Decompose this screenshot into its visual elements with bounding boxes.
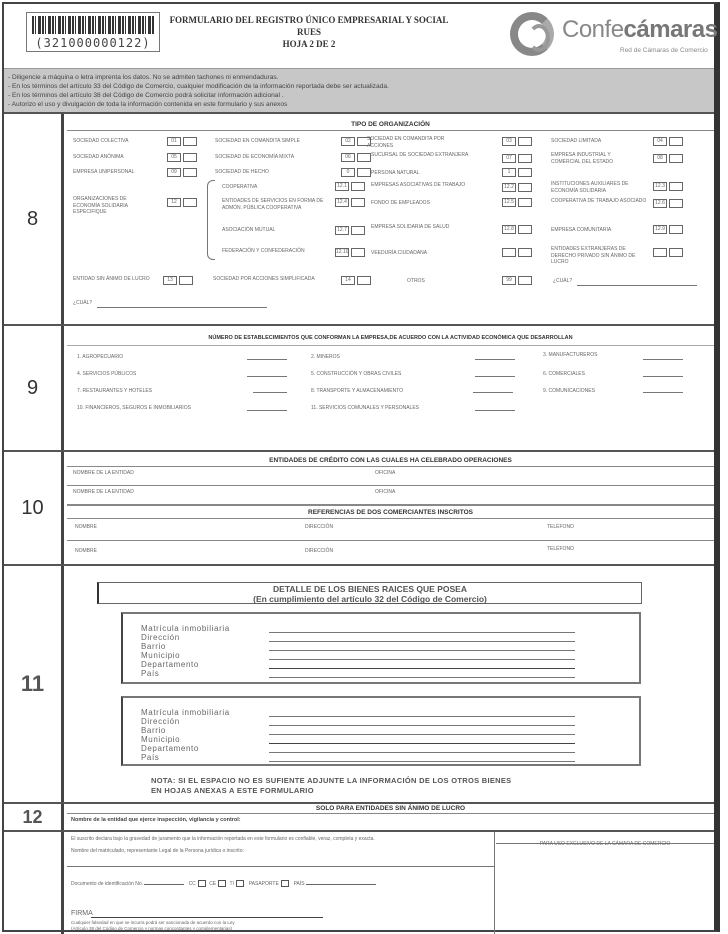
code-value: 12.3: [653, 182, 667, 191]
org-type-label: SOCIEDAD ANÓNIMA: [73, 154, 124, 160]
org-type-code[interactable]: [653, 199, 683, 208]
divider: [67, 485, 714, 486]
org-type-label: ASOCIACIÓN MUTUAL: [222, 227, 276, 233]
section-12: [4, 802, 714, 830]
property-input-line[interactable]: [269, 668, 575, 669]
activity-label: 9. COMUNICACIONES: [543, 388, 595, 394]
section-number: 12: [4, 804, 64, 830]
org-type-label: VEEDURÍA CIUDADANA: [371, 250, 428, 256]
logo-brand-light: Confe: [562, 16, 624, 43]
confecamaras-logo: [510, 12, 718, 60]
activity-label: 2. MINEROS: [311, 354, 340, 360]
activity-label: 5. CONSTRUCCIÓN Y OBRAS CIVILES: [311, 371, 402, 377]
section-title: NÚMERO DE ESTABLECIMIENTOS QUE CONFORMAN LA EMPRESA,DE ACUERDO CON LA ACTIVIDAD ECONÓMICA QUE DESARROLLAN: [67, 330, 714, 346]
check-box[interactable]: [357, 153, 371, 162]
country-line[interactable]: [306, 884, 376, 885]
check-box[interactable]: [357, 168, 371, 177]
empty-number-cell: [4, 832, 64, 934]
reference-phone-label: TELÉFONO: [547, 546, 574, 552]
logo-subtitle: Red de Cámaras de Comercio: [620, 47, 708, 54]
ce-label: CE: [209, 880, 217, 887]
signature-section: [4, 830, 714, 934]
supervisory-entity-label: Nombre de la entidad que ejerce inspección, vigilancia y control:: [71, 817, 241, 823]
check-box[interactable]: [669, 154, 683, 163]
org-type-label: PERSONA NATURAL: [371, 170, 420, 176]
registrant-name-label: Nombre del matriculado, representante Legal de la Persona jurídica o inscrito:: [71, 848, 244, 854]
org-type-code[interactable]: [502, 198, 532, 207]
code-value: 03: [502, 137, 516, 146]
ti-label: TI: [229, 880, 234, 887]
code-value: 06: [341, 153, 355, 162]
legal-warning: Cualquier falsedad en que se incurra podrá ser sancionada de acuerdo con la Ley: [71, 920, 235, 925]
property-input-line[interactable]: [269, 632, 575, 633]
check-box[interactable]: [351, 198, 365, 207]
activity-count-line[interactable]: [253, 392, 287, 393]
code-value: [653, 248, 667, 257]
check-box[interactable]: [183, 153, 197, 162]
org-type-label: EMPRESA INDUSTRIAL Y COMERCIAL DEL ESTADO: [551, 152, 614, 165]
property-field-label: Dirección: [141, 717, 180, 726]
title-line-3: HOJA 2 DE 2: [282, 39, 336, 49]
instruction-line: - En los términos del artículo 38 del Código de Comercio podrá solicitar información adicional .: [8, 92, 284, 99]
activity-label: 11. SERVICIOS COMUNALES Y PERSONALES: [311, 405, 420, 411]
code-value: 12.7: [335, 226, 349, 235]
org-type-code[interactable]: [502, 154, 532, 163]
activity-count-line[interactable]: [473, 392, 513, 393]
property-input-line[interactable]: [269, 650, 575, 651]
org-type-code[interactable]: [653, 154, 683, 163]
code-value: 1: [502, 168, 516, 177]
org-type-label: EMPRESA UNIPERSONAL: [73, 169, 135, 175]
ti-checkbox[interactable]: [236, 880, 244, 887]
org-type-code[interactable]: [502, 276, 532, 285]
code-value: 12.10: [336, 249, 349, 255]
property-input-line[interactable]: [269, 752, 575, 753]
chamber-use-label: PARA USO EXCLUSIVO DE LA CÁMARA DE COMERCIO: [539, 841, 671, 847]
activity-count-line[interactable]: [475, 359, 515, 360]
check-box[interactable]: [669, 248, 683, 257]
note-line: NOTA: SI EL ESPACIO NO ES SUFIENTE ADJUNTE LA INFORMACIÓN DE LOS OTROS BIENES: [151, 776, 512, 785]
section-number: 11: [4, 566, 64, 802]
org-type-code[interactable]: [167, 153, 197, 162]
office-label: OFICINA: [375, 489, 396, 495]
activity-label: 10. FINANCIEROS, SEGUROS E INMOBILIARIOS: [77, 405, 191, 411]
property-field-label: País: [141, 753, 160, 762]
org-type-label: EMPRESA SOLIDARIA DE SALUD: [371, 224, 450, 230]
org-type-label: EMPRESA COMUNITARIA: [551, 227, 612, 233]
activity-count-line[interactable]: [247, 376, 287, 377]
org-type-label: OTROS: [407, 278, 425, 284]
check-box[interactable]: [351, 226, 365, 235]
org-type-label: SOCIEDAD DE HECHO: [215, 169, 269, 175]
org-type-label: SOCIEDAD COLECTIVA: [73, 138, 129, 144]
real-estate-note: [151, 776, 671, 796]
passport-label: PASAPORTE: [248, 880, 279, 887]
org-type-code[interactable]: [502, 168, 532, 177]
property-field-label: Municipio: [141, 735, 181, 744]
code-value: 02: [341, 137, 355, 146]
cual-label: ¿CUÁL?: [73, 300, 93, 306]
legal-reference: (Artículo 38 del Código de Comercio y normas concordantes y complementarias): [71, 926, 233, 931]
signature-line[interactable]: [91, 917, 323, 918]
reference-address-label: DIRECCIÓN: [305, 524, 334, 530]
property-field-label: Barrio: [141, 726, 166, 735]
section-number: 10: [4, 452, 64, 564]
org-type-label: ENTIDADES EXTRANJERAS DE DERECHO PRIVADO SIN ÁNIMO DE LUCRO: [551, 246, 636, 265]
reference-name-label: NOMBRE: [75, 548, 97, 554]
check-box[interactable]: [179, 276, 193, 285]
org-type-label: ORGANIZACIONES DE ECONOMÍA SOLIDARIA ESPECIFIQUE: [73, 196, 128, 215]
references-title: REFERENCIAS DE DOS COMERCIANTES INSCRITOS: [67, 506, 714, 519]
activity-label: 6. COMERCIALES: [543, 371, 585, 377]
section-number: 9: [4, 326, 64, 450]
reference-phone-label: TELÉFONO: [547, 524, 574, 530]
ce-checkbox[interactable]: [218, 880, 226, 887]
org-type-label: SOCIEDAD EN COMANDITA POR ACCIONES: [367, 136, 445, 149]
check-box[interactable]: [351, 182, 365, 191]
code-value: 13: [163, 276, 177, 285]
activity-count-line[interactable]: [643, 359, 683, 360]
code-value: 07: [502, 154, 516, 163]
org-type-label: SUCURSAL DE SOCIEDAD EXTRANJERA: [371, 152, 469, 158]
divider: [67, 866, 494, 867]
activity-count-line[interactable]: [475, 410, 515, 411]
code-value: 12.1: [335, 182, 349, 191]
code-value: 12.5: [502, 198, 516, 207]
org-type-code[interactable]: [167, 137, 197, 146]
section-number: 8: [4, 114, 64, 324]
section-9: [4, 324, 714, 450]
form-page: [2, 2, 720, 932]
property-input-line[interactable]: [269, 743, 575, 744]
code-value: 05: [167, 153, 181, 162]
divider: [67, 540, 714, 541]
property-field-label: Matrícula inmobiliaria: [141, 624, 230, 633]
cc-checkbox[interactable]: [198, 880, 206, 887]
section-title: SOLO PARA ENTIDADES SIN ÁNIMO DE LUCRO: [67, 804, 714, 814]
barcode-number: (321000000122): [35, 36, 151, 50]
declaration-panel: [67, 832, 495, 934]
check-box[interactable]: [351, 248, 365, 257]
org-type-code[interactable]: [335, 226, 365, 235]
property-input-line[interactable]: [269, 725, 575, 726]
code-value: 12.6: [653, 199, 667, 208]
cc-label: CC: [188, 880, 196, 887]
activity-label: 3. MANUFACTUREROS: [543, 352, 598, 358]
org-type-label: FONDO DE EMPLEADOS: [371, 200, 430, 206]
note-line: EN HOJAS ANEXAS A ESTE FORMULARIO: [151, 786, 314, 795]
check-box[interactable]: [518, 225, 532, 234]
chamber-use-header: [496, 832, 714, 847]
id-label: Documento de identificación No.: [71, 880, 143, 887]
check-box[interactable]: [518, 198, 532, 207]
code-value: 08: [653, 154, 667, 163]
org-type-label: SOCIEDAD POR ACCIONES SIMPLIFICADA: [213, 276, 315, 282]
check-box[interactable]: [183, 168, 197, 177]
logo-brand-bold: cámaras: [623, 16, 718, 43]
code-value: 12.2: [502, 183, 516, 192]
org-type-code[interactable]: [502, 137, 532, 146]
property-input-line[interactable]: [269, 641, 575, 642]
org-type-code[interactable]: [341, 168, 371, 177]
reference-name-label: NOMBRE: [75, 524, 97, 530]
passport-checkbox[interactable]: [281, 880, 289, 887]
country-label: PAÍS: [293, 880, 305, 887]
title-line-1: FORMULARIO DEL REGISTRO ÚNICO EMPRESARIAL Y SOCIAL: [169, 15, 449, 25]
org-type-label: SOCIEDAD DE ECONOMÍA MIXTA: [215, 154, 295, 160]
property-field-label: Departamento: [141, 660, 199, 669]
property-field-label: Departamento: [141, 744, 199, 753]
real-estate-title: [97, 582, 642, 604]
activity-count-line[interactable]: [247, 410, 287, 411]
org-type-code[interactable]: [653, 248, 683, 257]
real-estate-subheading: (En cumplimiento del artículo 32 del Código de Comercio): [253, 594, 487, 604]
org-type-label: SOCIEDAD LIMITADA: [551, 138, 602, 144]
org-type-code[interactable]: [653, 182, 683, 191]
property-input-line[interactable]: [269, 677, 575, 678]
code-value: 14: [341, 276, 355, 285]
section-title: TIPO DE ORGANIZACIÓN: [67, 118, 714, 131]
org-type-code[interactable]: [341, 153, 371, 162]
signature-label: FIRMA: [71, 910, 93, 917]
activity-count-line[interactable]: [247, 359, 287, 360]
org-type-label: FEDERACIÓN Y CONFEDERACIÓN: [222, 248, 305, 254]
org-type-code[interactable]: [335, 182, 365, 191]
check-box[interactable]: [518, 168, 532, 177]
check-box[interactable]: [518, 248, 532, 257]
instruction-line: - Autorizo el uso y divulgación de toda la información contenida en este formulario y sus anexos: [8, 101, 288, 108]
check-box[interactable]: [183, 198, 197, 207]
check-box[interactable]: [518, 183, 532, 192]
property-field-label: Matrícula inmobiliaria: [141, 708, 230, 717]
org-type-code[interactable]: [653, 225, 683, 234]
section-8: [4, 112, 714, 324]
check-box[interactable]: [518, 276, 532, 285]
form-title: [154, 14, 464, 50]
barcode-bars: [32, 16, 154, 34]
code-value: 12.9: [653, 225, 667, 234]
barcode: [26, 12, 160, 52]
check-box[interactable]: [357, 276, 371, 285]
code-value: 12: [167, 198, 181, 207]
code-value: 99: [502, 276, 516, 285]
org-type-code[interactable]: [163, 276, 193, 285]
activity-count-line[interactable]: [475, 376, 515, 377]
check-box[interactable]: [669, 225, 683, 234]
code-value: [502, 248, 516, 257]
form-header: [4, 4, 718, 68]
code-value: 04: [653, 137, 667, 146]
cual-label: ¿CUÁL?: [553, 278, 573, 284]
org-type-code[interactable]: [653, 137, 683, 146]
instruction-line: - Diligencie a máquina o letra imprenta los datos. No se admiten tachones ni enmendaduras.: [8, 74, 279, 81]
id-document-row: [71, 880, 376, 887]
org-type-code[interactable]: [502, 225, 532, 234]
org-type-label: SOCIEDAD EN COMANDITA SIMPLE: [215, 138, 300, 144]
activity-label: 4. SERVICIOS PÚBLICOS: [77, 371, 137, 377]
activity-label: 1. AGROPECUARIO: [77, 354, 124, 360]
section-10: [4, 450, 714, 564]
property-input-line[interactable]: [269, 734, 575, 735]
property-field-label: Barrio: [141, 642, 166, 651]
instruction-line: - En los términos del artículo 33 del Código de Comercio, cualquier modificación de la información reportada debe ser actualizada.: [8, 83, 389, 90]
property-field-label: Dirección: [141, 633, 180, 642]
cual-input-line[interactable]: [97, 307, 267, 308]
property-field-label: País: [141, 669, 160, 678]
property-block-1: [121, 612, 641, 684]
org-type-label: EMPRESAS ASOCIATIVAS DE TRABAJO: [371, 182, 466, 188]
property-block-2: [121, 696, 641, 766]
cual-input-line[interactable]: [577, 285, 697, 286]
check-box[interactable]: [518, 154, 532, 163]
property-field-label: Municipio: [141, 651, 181, 660]
check-box[interactable]: [183, 137, 197, 146]
code-value: 12.4: [335, 198, 349, 207]
org-type-code[interactable]: [167, 198, 197, 207]
declaration-text: El suscrito declara bajo la gravedad de juramento que la información reportada en este formulario es confiable, veraz, completa y exacta.: [71, 836, 375, 842]
org-type-code[interactable]: [335, 248, 365, 257]
section-11: [4, 564, 714, 802]
org-type-label: ENTIDAD SIN ÁNIMO DE LUCRO: [73, 276, 150, 282]
logo-brand: [562, 16, 717, 44]
code-value: 01: [167, 137, 181, 146]
instructions-panel: [4, 68, 714, 112]
id-number-line[interactable]: [144, 884, 184, 885]
entity-name-label: NOMBRE DE LA ENTIDAD: [73, 470, 134, 476]
org-type-label: INSTITUCIONES AUXILIARES DE ECONOMÍA SOLIDARIA: [551, 181, 629, 194]
property-input-line[interactable]: [269, 659, 575, 660]
check-box[interactable]: [669, 137, 683, 146]
activity-label: 8. TRANSPORTE Y ALMACENAMIENTO: [311, 388, 404, 394]
activity-count-line[interactable]: [643, 376, 683, 377]
code-value: 12.8: [502, 225, 516, 234]
reference-address-label: DIRECCIÓN: [305, 548, 334, 554]
org-type-code[interactable]: [167, 168, 197, 177]
org-type-label: ENTIDADES DE SERVICIOS EN FORMA DE ADMÓN. PÚBLICA COOPERATIVA: [222, 198, 324, 211]
org-type-code[interactable]: [502, 183, 532, 192]
activity-label: 7. RESTAURANTES Y HOTELES: [77, 388, 153, 394]
title-line-2: RUES: [296, 27, 321, 37]
check-box[interactable]: [669, 199, 683, 208]
check-box[interactable]: [669, 182, 683, 191]
property-input-line[interactable]: [269, 716, 575, 717]
credit-entities-title: ENTIDADES DE CRÉDITO CON LAS CUALES HA CELEBRADO OPERACIONES: [67, 454, 714, 467]
code-value: 09: [167, 168, 181, 177]
property-input-line[interactable]: [269, 761, 575, 762]
org-type-label: COOPERATIVA DE TRABAJO ASOCIADO: [551, 198, 647, 204]
check-box[interactable]: [518, 137, 532, 146]
org-type-label: COOPERATIVA: [222, 184, 258, 190]
entity-name-label: NOMBRE DE LA ENTIDAD: [73, 489, 134, 495]
org-type-code[interactable]: [335, 198, 365, 207]
code-value: 0: [341, 168, 355, 177]
activity-count-line[interactable]: [643, 392, 683, 393]
brace-icon: [207, 180, 215, 260]
org-type-code[interactable]: [502, 248, 532, 257]
real-estate-heading: DETALLE DE LOS BIENES RAICES QUE POSEA: [273, 584, 467, 594]
org-type-code[interactable]: [341, 276, 371, 285]
office-label: OFICINA: [375, 470, 396, 476]
logo-ring-icon: [510, 12, 554, 56]
